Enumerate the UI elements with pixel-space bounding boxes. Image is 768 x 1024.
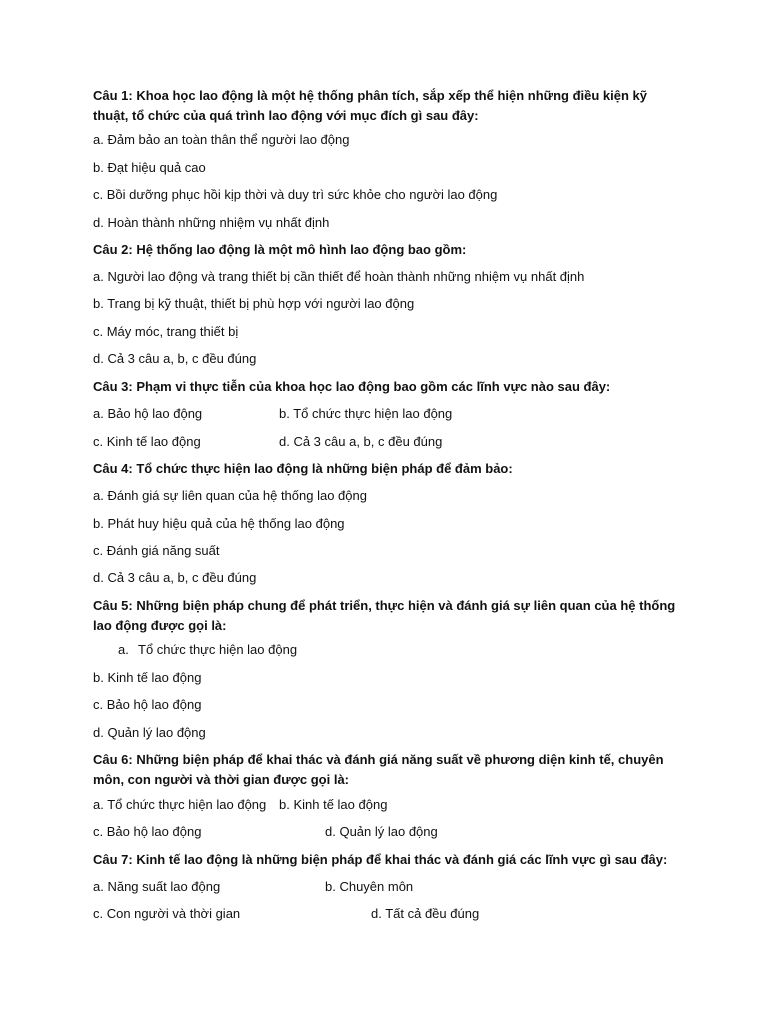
q6-option-c: c. Bảo hộ lao động — [93, 824, 202, 839]
q2-option-c: c. Máy móc, trang thiết bị — [93, 324, 239, 339]
q5-option-a-marker: a. — [118, 642, 129, 657]
q1-option-c: c. Bồi dưỡng phục hồi kịp thời và duy trì sức khỏe cho người lao động — [93, 187, 498, 202]
q6-option-d: d. Quản lý lao động — [325, 824, 438, 839]
question-5: Câu 5: Những biện pháp chung để phát triển, thực hiện và đánh giá sự liên quan của hệ thống lao động được gọi là: — [93, 598, 676, 633]
q4-option-c: c. Đánh giá năng suất — [93, 543, 220, 558]
q7-option-c: c. Con người và thời gian — [93, 906, 241, 921]
q4-option-d: d. Cả 3 câu a, b, c đều đúng — [93, 570, 257, 585]
q3-option-d: d. Cả 3 câu a, b, c đều đúng — [279, 434, 443, 449]
q7-option-b: b. Chuyên môn — [325, 879, 414, 894]
question-3: Câu 3: Phạm vi thực tiễn của khoa học lao động bao gồm các lĩnh vực nào sau đây: — [93, 379, 611, 394]
q7-option-a: a. Năng suất lao động — [93, 879, 221, 894]
q4-option-b: b. Phát huy hiệu quả của hệ thống lao động — [93, 516, 345, 531]
q3-option-c: c. Kinh tế lao động — [93, 434, 201, 449]
q5-option-a-text: Tổ chức thực hiện lao động — [138, 642, 298, 657]
q1-option-b: b. Đạt hiệu quả cao — [93, 160, 206, 175]
question-4: Câu 4: Tổ chức thực hiện lao động là những biện pháp để đảm bảo: — [93, 461, 513, 476]
q6-option-b: b. Kinh tế lao động — [279, 797, 388, 812]
q1-option-d: d. Hoàn thành những nhiệm vụ nhất định — [93, 215, 330, 230]
q5-option-b: b. Kinh tế lao động — [93, 670, 202, 685]
q2-option-b: b. Trang bị kỹ thuật, thiết bị phù hợp với người lao động — [93, 296, 415, 311]
question-1: Câu 1: Khoa học lao động là một hệ thống phân tích, sắp xếp thể hiện những điều kiện kỹ thuật, tổ chức của quá trình lao động với mục đích gì sau đây: — [93, 88, 648, 123]
q2-option-d: d. Cả 3 câu a, b, c đều đúng — [93, 351, 257, 366]
q7-option-d: d. Tất cả đều đúng — [371, 906, 480, 921]
q3-option-b: b. Tổ chức thực hiện lao động — [279, 406, 453, 421]
q1-option-a: a. Đảm bảo an toàn thân thể người lao động — [93, 132, 350, 147]
q2-option-a: a. Người lao động và trang thiết bị cần thiết để hoàn thành những nhiệm vụ nhất định — [93, 269, 585, 284]
question-6: Câu 6: Những biện pháp để khai thác và đánh giá năng suất về phương diện kinh tế, chuyên môn, con người và thời gian được gọi là: — [93, 752, 664, 787]
q3-option-a: a. Bảo hộ lao động — [93, 406, 203, 421]
q5-option-c: c. Bảo hộ lao động — [93, 697, 202, 712]
q4-option-a: a. Đánh giá sự liên quan của hệ thống lao động — [93, 488, 367, 503]
question-2: Câu 2: Hệ thống lao động là một mô hình lao động bao gồm: — [93, 242, 467, 257]
q5-option-d: d. Quản lý lao động — [93, 725, 206, 740]
q6-option-a: a. Tổ chức thực hiện lao động — [93, 797, 267, 812]
question-7: Câu 7: Kinh tế lao động là những biện pháp để khai thác và đánh giá các lĩnh vực gì sau đây: — [93, 852, 668, 867]
